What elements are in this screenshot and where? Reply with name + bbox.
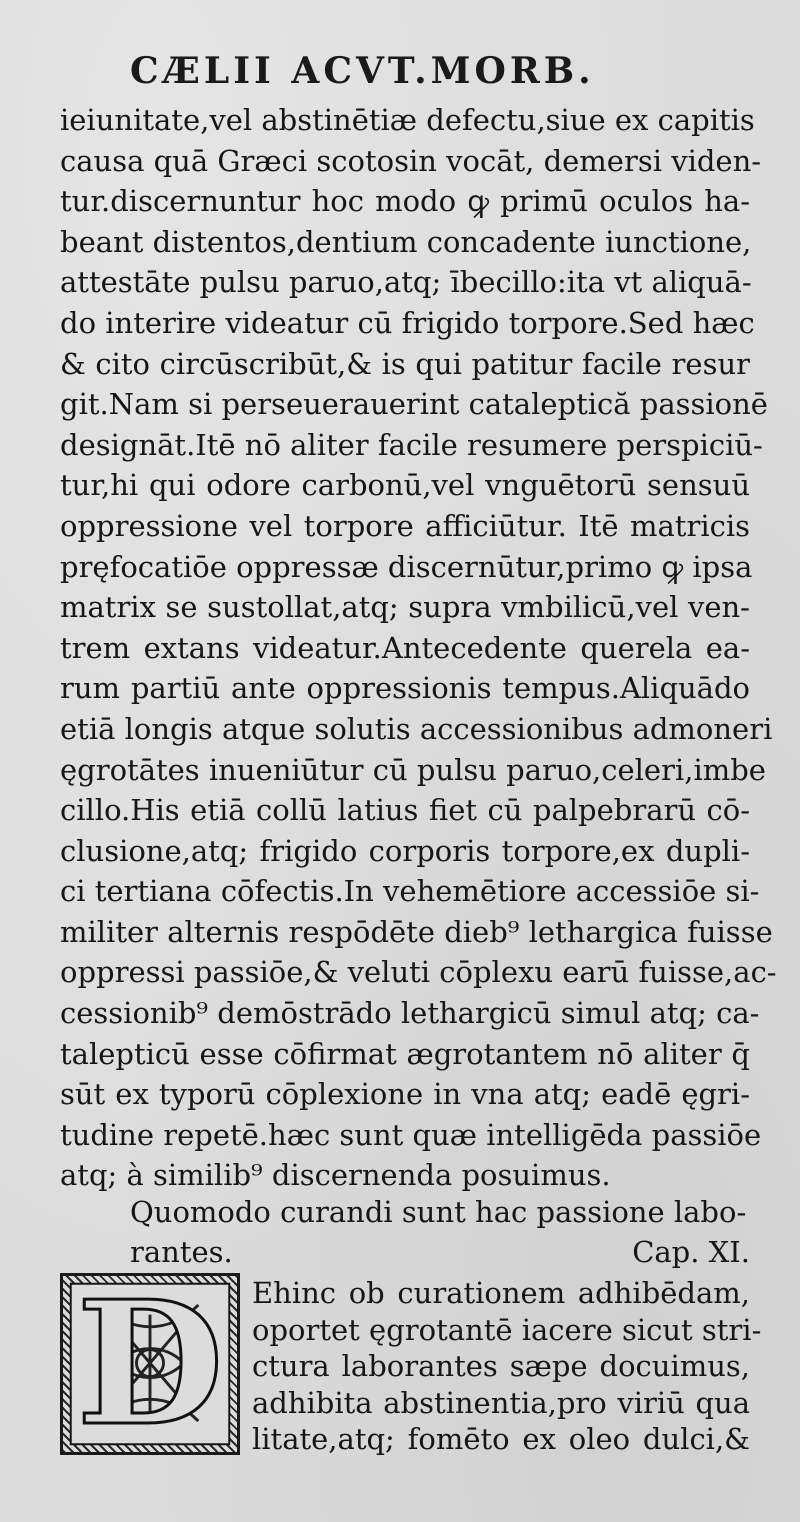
text-line: Ehinc ob curationem adhibēdam, [252, 1276, 750, 1310]
text-line: attestāte pulsu paruo,atq; ībecillo:ita vt aliquā- [60, 265, 752, 300]
chapter-heading-word: rantes. [130, 1235, 233, 1269]
running-head: CÆLII ACVT.MORB. [130, 50, 595, 92]
chapter-heading-line: Quomodo curandi sunt hac passione labo- [130, 1195, 747, 1229]
text-line: ctura laborantes sæpe docuimus, [252, 1349, 750, 1383]
text-line: cillo.His etiā collū latius fiet cū palpebrarū cō- [60, 793, 750, 828]
text-line: clusione,atq; frigido corporis torpore,ex dupli- [60, 833, 750, 868]
text-line: designāt.Itē nō aliter facile resumere perspiciū- [60, 427, 763, 462]
body-text [60, 100, 777, 1196]
text-line: etiā longis atque solutis accessionibus admoneri [60, 711, 773, 746]
decorated-initial [60, 1264, 240, 1464]
text-line: adhibita abstinentia,pro viriū qua [252, 1385, 750, 1420]
text-line: talepticū esse cōfirmat ægrotantem nō aliter q̄ [60, 1036, 750, 1071]
text-line: cessionib⁹ demōstrādo lethargicū simul atq; ca- [60, 996, 760, 1031]
text-line: tudine repetē.hæc sunt quæ intelligēda passiōe [60, 1117, 762, 1152]
chapter-heading [60, 1192, 750, 1272]
text-line: git.Nam si perseuerauerint cataleptică passionē [60, 387, 768, 422]
text-line: ęgrotātes inueniūtur cū pulsu paruo,celeri,imbe [60, 752, 766, 787]
text-line: beant distentos,dentium concadente iunctione, [60, 224, 752, 259]
text-line: oppressi passiōe,& veluti cōplexu earū fuisse,ac- [60, 955, 777, 990]
initial-letter: D [76, 1264, 224, 1464]
chapter-text [252, 1275, 762, 1458]
text-line: sūt ex typorū cōplexione in vna atq; eadē ęgri- [60, 1077, 750, 1112]
text-line: tur.discernuntur hoc modo ꝙ primū oculos ha- [60, 184, 750, 219]
text-line: atq; à similib⁹ discernenda posuimus. [60, 1158, 611, 1193]
text-line: trem extans videatur.Antecedente querela ea- [60, 630, 750, 665]
text-line: matrix se sustollat,atq; supra vmbilicū,vel ven- [60, 590, 750, 625]
text-line: tur,hi qui odore carbonū,vel vnguētorū sensuū [60, 468, 750, 503]
text-line: militer alternis respōdēte dieb⁹ lethargica fuisse [60, 914, 773, 949]
chapter-number: Cap. XI. [632, 1235, 750, 1269]
text-line: rum partiū ante oppressionis tempus.Aliquādo [60, 671, 750, 706]
text-line: ieiunitate,vel abstinētiæ defectu,siue ex capitis [60, 103, 755, 137]
text-line: & cito circūscribūt,& is qui patitur facile resur [60, 346, 750, 381]
text-line: pręfocatiōe oppressæ discernūtur,primo ꝙ ipsa [60, 549, 753, 584]
text-line: litate,atq; fomēto ex oleo dulci,& [252, 1422, 750, 1456]
text-line: do interire videatur cū frigido torpore.Sed hæc [60, 305, 755, 340]
text-line: oppressione vel torpore afficiūtur. Itē matricis [60, 508, 750, 543]
text-line: ci tertiana cōfectis.In vehemētiore accessiōe si- [60, 874, 760, 909]
text-line: causa quā Græci scotosin vocāt, demersi viden- [60, 143, 762, 178]
text-line: oportet ęgrotantē iacere sicut stri- [252, 1312, 762, 1347]
